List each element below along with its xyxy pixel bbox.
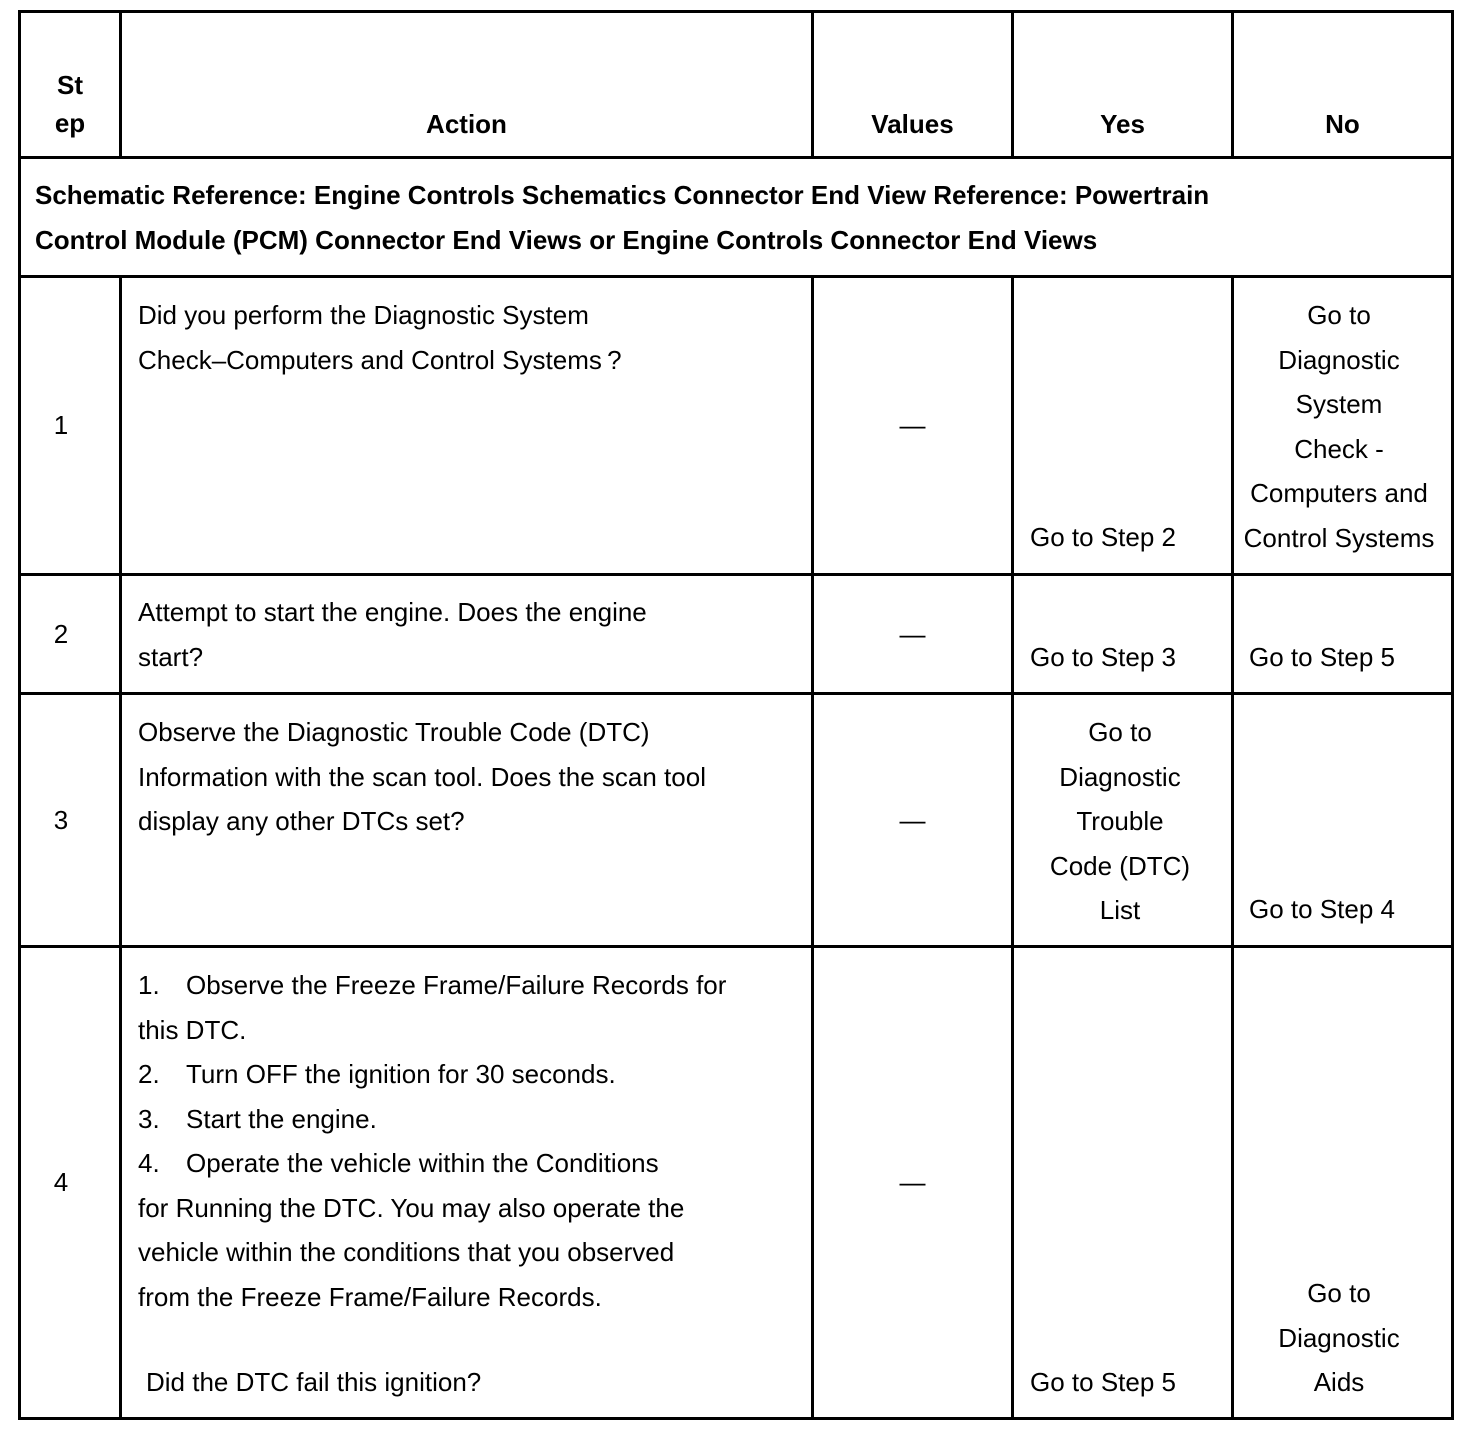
yes-link[interactable]: Go to Step 3 <box>1030 642 1176 672</box>
table-border-bottom <box>18 1417 1454 1420</box>
no-link[interactable]: Go to Step 4 <box>1249 894 1395 924</box>
no-link[interactable]: Go to Step 5 <box>1249 642 1395 672</box>
yes-line: Code (DTC) <box>1049 850 1191 881</box>
header-step <box>21 66 119 142</box>
action-line: Observe the Diagnostic Trouble Code (DTC) <box>138 717 650 747</box>
yes-line: Trouble <box>1076 806 1164 836</box>
value-dash: — <box>899 618 926 649</box>
row-divider <box>18 692 1454 695</box>
list-item <box>138 1141 808 1186</box>
list-text: Operate the vehicle within the Conditions <box>186 1148 659 1178</box>
no-line: Go to <box>1307 300 1371 330</box>
list-number: 2. <box>138 1059 160 1089</box>
diagnostic-table <box>18 10 1454 1420</box>
no-link[interactable] <box>1234 1271 1444 1405</box>
action-line: vehicle within the conditions that you observed <box>138 1237 675 1267</box>
no-line: Check - <box>1294 433 1384 464</box>
header-step-line2: ep <box>54 108 86 138</box>
yes-link[interactable]: Go to Step 2 <box>1030 522 1176 552</box>
table-border-right <box>1451 10 1454 1420</box>
row-divider <box>18 945 1454 948</box>
list-number: 3. <box>138 1103 160 1134</box>
schematic-reference <box>35 173 1445 263</box>
list-item <box>138 1097 808 1142</box>
action-text <box>138 710 808 844</box>
reference-line1: Schematic Reference: Engine Controls Schematics Connector End View Reference: Powertrain <box>35 180 1210 210</box>
no-line: Diagnostic <box>1278 344 1400 375</box>
table-border-top <box>18 10 1454 13</box>
action-line: Check–Computers and Control Systems ? <box>138 344 622 375</box>
step-number: 4 <box>53 1167 69 1198</box>
no-line: System <box>1295 389 1383 419</box>
no-line: Control Systems <box>1243 522 1435 553</box>
list-item <box>138 1008 808 1053</box>
action-line: display any other DTCs set? <box>138 806 465 836</box>
action-line: Did you perform the Diagnostic System <box>138 300 589 330</box>
action-line: start? <box>138 641 204 672</box>
row-divider <box>18 275 1454 278</box>
value-dash: — <box>899 410 926 441</box>
action-text <box>138 293 808 382</box>
list-text: Start the engine. <box>186 1103 377 1134</box>
header-values: Values <box>871 109 954 139</box>
action-line: from the Freeze Frame/Failure Records. <box>138 1281 602 1312</box>
header-no: No <box>1325 109 1360 139</box>
list-text: this DTC. <box>138 1014 247 1045</box>
list-number: 4. <box>138 1148 160 1178</box>
action-question: Did the DTC fail this ignition? <box>146 1367 482 1397</box>
step-number: 1 <box>53 410 69 441</box>
value-dash: — <box>899 804 926 835</box>
no-line: Go to <box>1307 1278 1371 1308</box>
row-divider <box>18 156 1454 159</box>
no-line: Aids <box>1313 1367 1365 1397</box>
list-text: Observe the Freeze Frame/Failure Records for <box>186 970 727 1000</box>
yes-line: List <box>1099 895 1141 925</box>
action-line: Information with the scan tool. Does the scan tool <box>138 761 706 792</box>
step-number: 2 <box>53 618 69 649</box>
yes-line: Diagnostic <box>1059 761 1181 792</box>
list-number: 1. <box>138 970 160 1000</box>
action-text <box>138 963 808 1319</box>
list-text: Turn OFF the ignition for 30 seconds. <box>186 1059 616 1089</box>
column-divider <box>119 275 122 1420</box>
no-line: Diagnostic <box>1278 1322 1400 1353</box>
action-text <box>138 590 808 679</box>
yes-line: Go to <box>1088 717 1152 747</box>
yes-link[interactable]: Go to Step 5 <box>1030 1367 1176 1397</box>
header-action: Action <box>426 109 507 139</box>
list-item <box>138 1052 808 1097</box>
reference-line2: Control Module (PCM) Connector End Views or Engine Controls Connector End Views <box>35 225 1098 255</box>
action-line: for Running the DTC. You may also operate the <box>138 1192 685 1223</box>
header-step-line1: St <box>57 70 83 100</box>
action-line: Attempt to start the engine. Does the engine <box>138 597 647 627</box>
list-item <box>138 963 808 1008</box>
step-number: 3 <box>53 804 69 835</box>
no-link[interactable] <box>1234 293 1444 560</box>
header-yes: Yes <box>1100 109 1145 139</box>
value-dash: — <box>899 1167 926 1198</box>
no-line: Computers and <box>1250 478 1428 508</box>
yes-link[interactable] <box>1014 710 1226 933</box>
row-divider <box>18 573 1454 576</box>
